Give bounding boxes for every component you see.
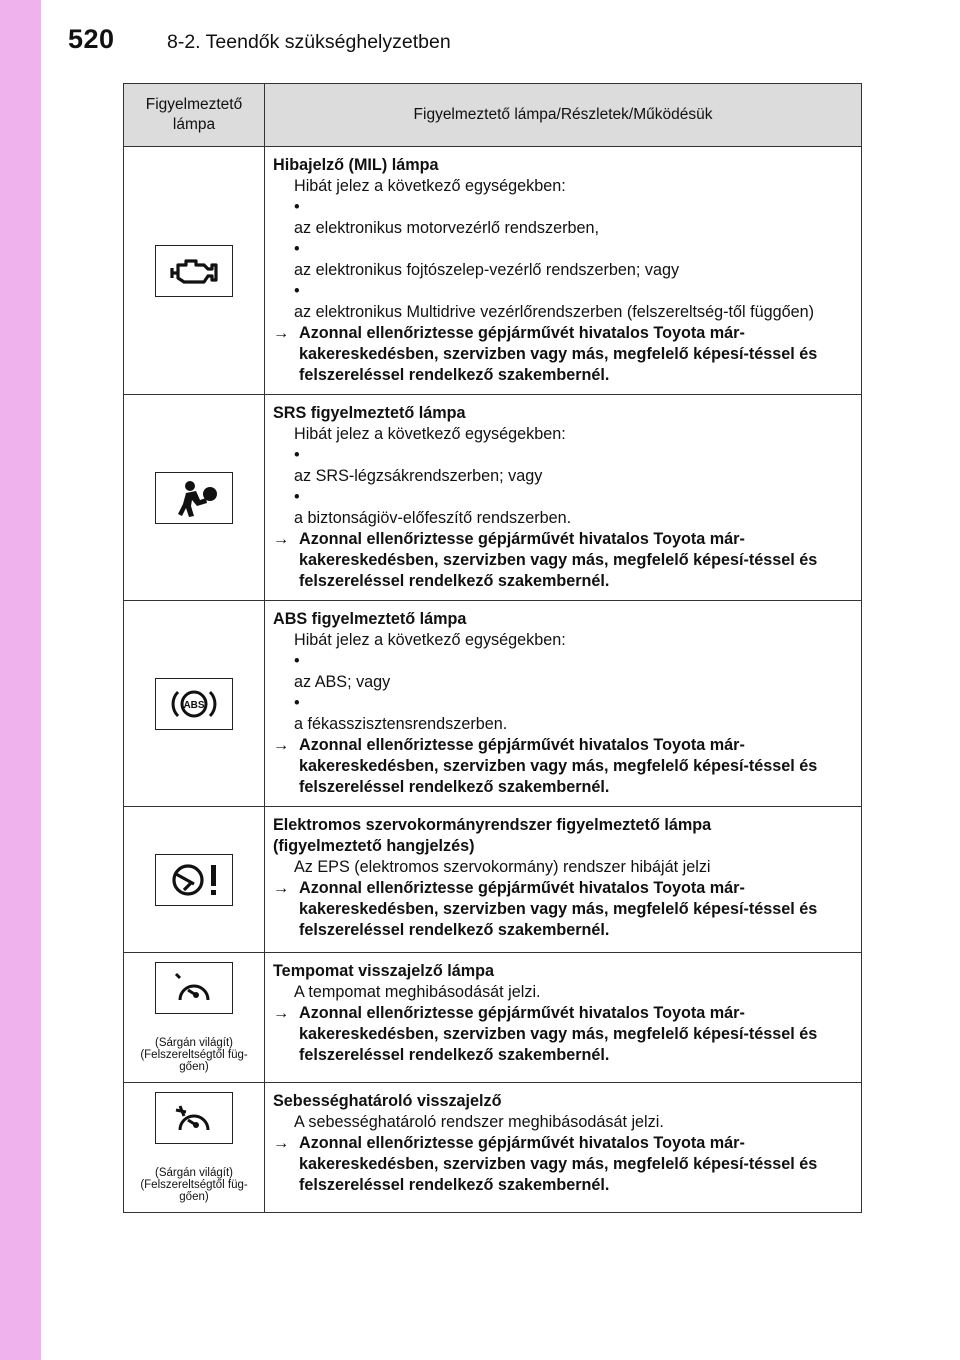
- action-instruction: → Azonnal ellenőriztesse gépjárművét hivatalos Toyota már-kakereskedésben, szervizben vagy más, megfelelő képesí-téssel és felszereléssel rendelkező szakembernél.: [273, 736, 818, 796]
- action-instruction: → Azonnal ellenőriztesse gépjárművét hivatalos Toyota már-kakereskedésben, szervizben vagy más, megfelelő képesí-téssel és felszereléssel rendelkező szakembernél.: [273, 1004, 818, 1064]
- warning-lamp-table: [123, 83, 862, 1213]
- lamp-note: (Sárgán világít) (Felszereltségtől füg-gően): [140, 1037, 248, 1073]
- action-instruction: → Azonnal ellenőriztesse gépjárművét hivatalos Toyota már-kakereskedésben, szervizben vagy más, megfelelő képesí-téssel és felszereléssel rendelkező szakembernél.: [273, 324, 818, 384]
- description-cell: Sebességhatároló visszajelző A sebességhatároló rendszer meghibásodását jelzi. → Azonnal ellenőriztesse gépjárművét hivatalos Toyota már-kakereskedésben, szervizben vagy más, megfelelő képesí-téssel és felszereléssel rendelkező szakembernél.: [265, 1083, 862, 1213]
- table-row: [124, 395, 862, 601]
- action-instruction: → Azonnal ellenőriztesse gépjárművét hivatalos Toyota már-kakereskedésben, szervizben vagy más, megfelelő képesí-téssel és felszereléssel rendelkező szakembernél.: [273, 879, 818, 939]
- svg-text:ABS: ABS: [183, 699, 205, 711]
- chapter-side-tab: [0, 0, 41, 1360]
- table-row: [124, 601, 862, 807]
- page-number: 520: [68, 24, 115, 54]
- action-instruction: → Azonnal ellenőriztesse gépjárművét hivatalos Toyota már-kakereskedésben, szervizben vagy más, megfelelő képesí-téssel és felszereléssel rendelkező szakembernél.: [273, 1134, 818, 1194]
- lamp-cell: [124, 147, 265, 395]
- abs-icon: [155, 678, 233, 730]
- action-instruction: → Azonnal ellenőriztesse gépjárművét hivatalos Toyota már-kakereskedésben, szervizben vagy más, megfelelő képesí-téssel és felszereléssel rendelkező szakembernél.: [273, 530, 818, 590]
- section-title: 8-2. Teendők szükséghelyzetben: [167, 31, 451, 53]
- column-header-lamp: Figyelmeztető lámpa: [124, 84, 265, 147]
- column-header-details: Figyelmeztető lámpa/Részletek/Működésük: [265, 84, 862, 147]
- power-steering-icon: [155, 854, 233, 906]
- list-item: •a biztonságiöv-előfeszítő rendszerben.: [294, 488, 572, 527]
- table-row: [124, 1083, 862, 1213]
- lamp-cell: [124, 1083, 265, 1213]
- description-cell: Hibajelző (MIL) lámpa Hibát jelez a következő egységekben: •az elektronikus motorvezérlő rendszerben, •az elektronikus fojtószelep-vezérlő rendszerben; vagy •az elektronikus Multidrive vezérlőrendszerben (felszereltség-től függően) → Azonnal ellenőriztesse gépjárművét hivatalos Toyota már-kakereskedésben, szervizben vagy más, megfelelő képesí-téssel és felszereléssel rendelkező szakembernél.: [265, 147, 862, 395]
- srs-airbag-icon: [155, 472, 233, 524]
- table-row: [124, 807, 862, 953]
- lamp-note: (Sárgán világít) (Felszereltségtől füg-gően): [140, 1167, 248, 1203]
- table-header-row: [124, 84, 862, 147]
- list-item: •az elektronikus motorvezérlő rendszerben,: [294, 198, 600, 237]
- table-row: [124, 953, 862, 1083]
- description-cell: SRS figyelmeztető lámpa Hibát jelez a következő egységekben: •az SRS-légzsákrendszerben; vagy •a biztonságiöv-előfeszítő rendszerben. → Azonnal ellenőriztesse gépjárművét hivatalos Toyota már-kakereskedésben, szervizben vagy más, megfelelő képesí-téssel és felszereléssel rendelkező szakembernél.: [265, 395, 862, 601]
- list-item: •az SRS-légzsákrendszerben; vagy: [294, 446, 543, 485]
- description-cell: Elektromos szervokormányrendszer figyelmeztető lámpa (figyelmeztető hangjelzés) Az EPS (elektromos szervokormány) rendszer hibáját jelzi → Azonnal ellenőriztesse gépjárművét hivatalos Toyota már-kakereskedésben, szervizben vagy más, megfelelő képesí-téssel és felszereléssel rendelkező szakembernél.: [265, 807, 862, 953]
- list-item: •az ABS; vagy: [294, 652, 391, 691]
- speed-limiter-icon: [155, 1092, 233, 1144]
- cruise-control-icon: [155, 962, 233, 1014]
- list-item: •a fékasszisztensrendszerben.: [294, 694, 508, 733]
- lamp-cell: [124, 953, 265, 1083]
- description-cell: Tempomat visszajelző lámpa A tempomat meghibásodását jelzi. → Azonnal ellenőriztesse gépjárművét hivatalos Toyota már-kakereskedésben, szervizben vagy más, megfelelő képesí-téssel és felszereléssel rendelkező szakembernél.: [265, 953, 862, 1083]
- lamp-cell: [124, 395, 265, 601]
- engine-check-icon: [155, 245, 233, 297]
- list-item: •az elektronikus Multidrive vezérlőrendszerben (felszereltség-től függően): [294, 282, 815, 321]
- lamp-cell: [124, 807, 265, 953]
- lamp-cell: [124, 601, 265, 807]
- table-row: [124, 147, 862, 395]
- list-item: •az elektronikus fojtószelep-vezérlő rendszerben; vagy: [294, 240, 680, 279]
- description-cell: ABS figyelmeztető lámpa Hibát jelez a következő egységekben: •az ABS; vagy •a fékasszisztensrendszerben. → Azonnal ellenőriztesse gépjárművét hivatalos Toyota már-kakereskedésben, szervizben vagy más, megfelelő képesí-téssel és felszereléssel rendelkező szakembernél.: [265, 601, 862, 807]
